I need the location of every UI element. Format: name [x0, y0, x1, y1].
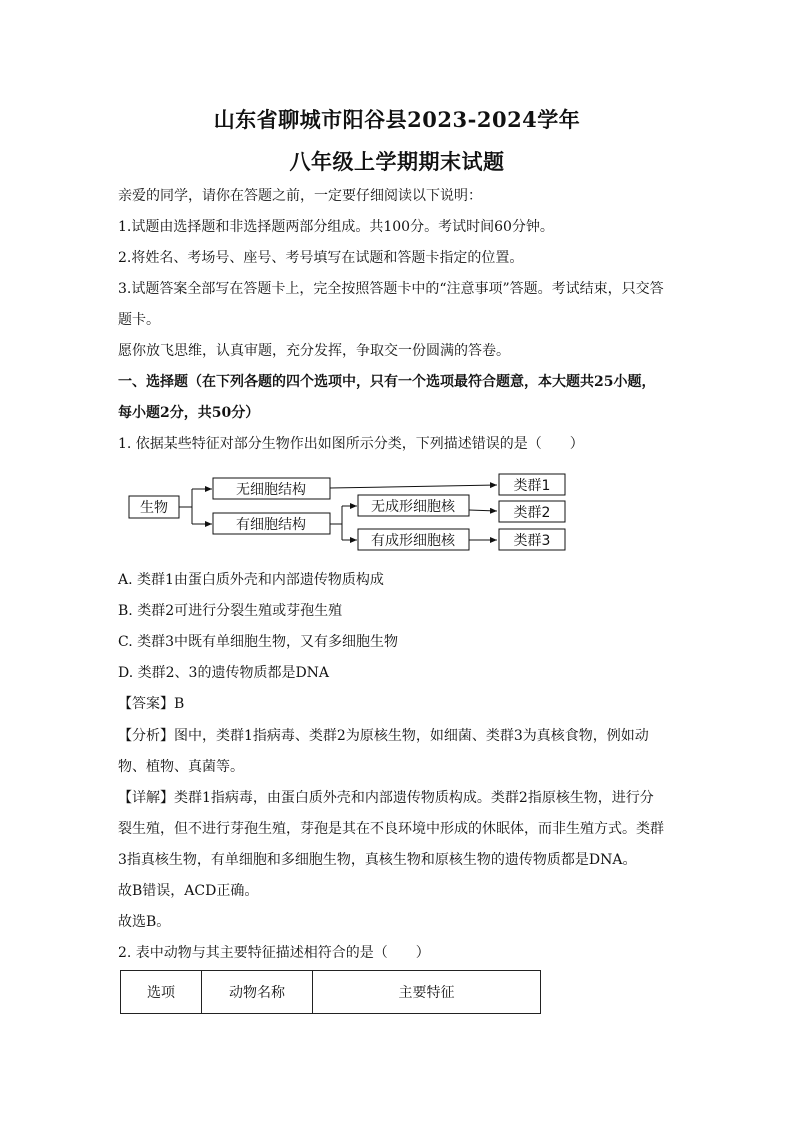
detail-cont-1: 裂生殖，但不进行芽孢生殖，芽孢是其在不良环境中形成的休眠体，而非生殖方式。类群: [118, 821, 664, 837]
label-no-nucleus: 无成形细胞核: [371, 499, 455, 515]
option-c: C. 类群3中既有单细胞生物，又有多细胞生物: [118, 634, 399, 650]
label-nucleus: 有成形细胞核: [371, 533, 455, 549]
table-header-row: [121, 971, 541, 1014]
instruction-item-2: 2.将姓名、考场号、座号、考号填写在试题和答题卡指定的位置。: [118, 250, 524, 266]
instruction-item-3: 3.试题答案全部写在答题卡上，完全按照答题卡中的“注意事项”答题。考试结束，只交答: [118, 281, 664, 297]
question-2-stem: 2. 表中动物与其主要特征描述相符合的是（ ）: [118, 945, 430, 961]
label-cell-structure: 有细胞结构: [236, 517, 306, 533]
table-header-animal: 动物名称: [202, 971, 313, 1014]
instructions-greeting: 亲爱的同学，请你在答题之前，一定要仔细阅读以下说明：: [118, 188, 482, 204]
detail-cont-2: 3指真核生物，有单细胞和多细胞生物，真核生物和原核生物的遗传物质都是DNA。: [118, 852, 637, 868]
section-heading: 一、选择题（在下列各题的四个选项中，只有一个选项最符合题意，本大题共25小题，: [118, 374, 656, 390]
detail: 【详解】类群1指病毒，由蛋白质外壳和内部遗传物质构成。类群2指原核生物，进行分: [118, 790, 654, 806]
instruction-item-3-cont: 题卡。: [118, 312, 160, 328]
instruction-item-1: 1.试题由选择题和非选择题两部分组成。共100分。考试时间60分钟。: [118, 219, 554, 235]
analysis-cont: 物、植物、真菌等。: [118, 759, 244, 775]
classification-diagram: [120, 466, 580, 562]
label-group-2: 类群2: [513, 505, 551, 521]
option-d: D. 类群2、3的遗传物质都是DNA: [118, 665, 330, 681]
conclusion: 故B错误，ACD正确。: [118, 883, 259, 899]
analysis: 【分析】图中，类群1指病毒、类群2为原核生物，如细菌、类群3为真核食物，例如动: [118, 728, 649, 744]
title-line-2: 八年级上学期期末试题: [289, 149, 505, 174]
label-organism: 生物: [140, 500, 168, 516]
answer: 【答案】B: [118, 696, 185, 712]
instructions-wish: 愿你放飞思维，认真审题，充分发挥，争取交一份圆满的答卷。: [118, 343, 510, 359]
table-header-option: 选项: [121, 971, 202, 1014]
question-2-table: [120, 970, 541, 1014]
choose: 故选B。: [118, 914, 171, 930]
question-1-stem: 1. 依据某些特征对部分生物作出如图所示分类，下列描述错误的是（ ）: [118, 436, 584, 452]
label-group-1: 类群1: [513, 478, 551, 494]
option-b: B. 类群2可进行分裂生殖或芽孢生殖: [118, 603, 343, 619]
section-heading-cont: 每小题2分，共50分）: [118, 405, 260, 421]
label-no-cell-structure: 无细胞结构: [236, 482, 306, 498]
table-header-feature: 主要特征: [313, 971, 541, 1014]
title-line-1: 山东省聊城市阳谷县2023-2024学年: [213, 107, 581, 132]
option-a: A. 类群1由蛋白质外壳和内部遗传物质构成: [118, 572, 384, 588]
label-group-3: 类群3: [513, 533, 551, 549]
